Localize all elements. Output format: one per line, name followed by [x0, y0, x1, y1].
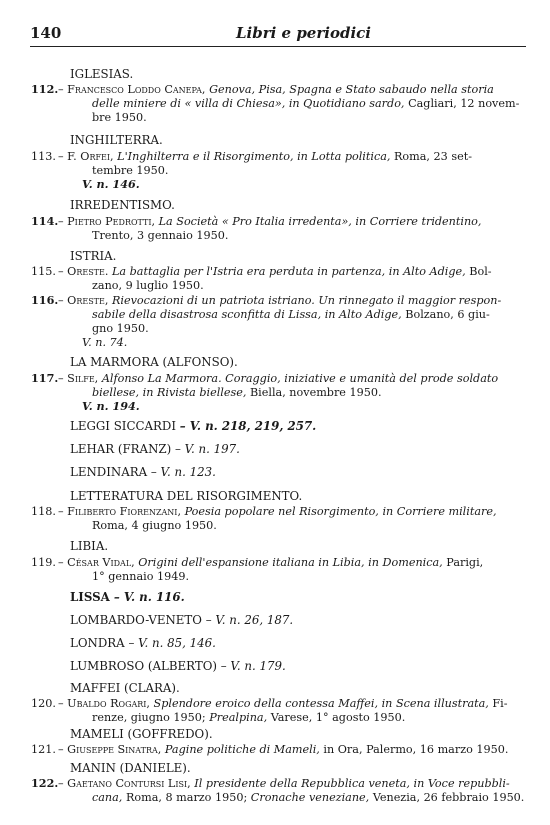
section-heading: LIBIA. — [70, 539, 109, 553]
entry-line: – Silfe, Alfonso La Marmora. Coraggio, iniziative e umanità del prode soldato — [58, 372, 499, 385]
entry-line: – Oreste, Rievocazioni di un patriota istriano. Un rinnegato il maggior respon- — [58, 294, 502, 307]
entry-line: Trento, 3 gennaio 1950. — [92, 229, 229, 242]
section-heading: LETTERATURA DEL RISORGIMENTO. — [70, 489, 303, 503]
section-heading: IGLESIAS. — [70, 67, 134, 81]
section-heading: IRREDENTISMO. — [70, 198, 175, 212]
entry-number: 122. — [31, 776, 59, 790]
crossref-heading: LONDRA – V. n. 85, 146. — [70, 636, 216, 650]
entry-line: delle miniere di « villa di Chiesa», in Quotidiano sardo, Cagliari, 12 novem- — [92, 97, 520, 110]
crossref-heading: LUMBROSO (ALBERTO) – V. n. 179. — [70, 659, 286, 673]
entry-number: 117. — [31, 371, 59, 385]
entry-line: – F. Orfei, L'Inghilterra e il Risorgimento, in Lotta politica, Roma, 23 set- — [58, 150, 472, 163]
section-heading: MAMELI (GOFFREDO). — [70, 727, 213, 741]
entry-number: 118. — [31, 505, 56, 518]
entry-line: gno 1950. — [92, 322, 149, 335]
cross-reference: V. n. 74. — [82, 336, 128, 349]
entry-number: 115. — [31, 265, 56, 278]
entry-line: cana, Roma, 8 marzo 1950; Cronache veneziane, Venezia, 26 febbraio 1950. — [92, 791, 525, 804]
entry-line: zano, 9 luglio 1950. — [92, 279, 204, 292]
entry-number: 114. — [31, 214, 59, 228]
entry-line: tembre 1950. — [92, 164, 169, 177]
running-title: Libri e periodici — [236, 24, 371, 42]
crossref-heading: LISSA – V. n. 116. — [70, 590, 185, 604]
entry-line: – Giuseppe Sinatra, Pagine politiche di Mameli, in Ora, Palermo, 16 marzo 1950. — [58, 743, 509, 756]
entry-number: 120. — [31, 697, 56, 710]
entry-line: biellese, in Rivista biellese, Biella, novembre 1950. — [92, 386, 382, 399]
entry-line: – Pietro Pedrotti, La Società « Pro Italia irredenta», in Corriere tridentino, — [58, 215, 482, 228]
entry-line: – Oreste. La battaglia per l'Istria era perduta in partenza, in Alto Adige, Bol- — [58, 265, 492, 278]
entry-line: Roma, 4 giugno 1950. — [92, 519, 217, 532]
entry-line: renze, giugno 1950; Prealpina, Varese, 1° agosto 1950. — [92, 711, 406, 724]
entry-line: – Francesco Loddo Canepa, Genova, Pisa, Spagna e Stato sabaudo nella storia — [58, 83, 494, 96]
entry-number: 113. — [31, 150, 56, 163]
entry-number: 119. — [31, 556, 56, 569]
running-head — [30, 24, 526, 47]
cross-reference: V. n. 146. — [82, 177, 140, 191]
entry-line: sabile della disastrosa sconfitta di Lissa, in Alto Adige, Bolzano, 6 giu- — [92, 308, 490, 321]
section-heading: MANIN (DANIELE). — [70, 761, 191, 775]
entry-line: – Filiberto Fiorenzani, Poesia popolare nel Risorgimento, in Corriere militare, — [58, 505, 497, 518]
page-number: 140 — [30, 24, 62, 42]
entry-line: – César Vidal, Origini dell'espansione italiana in Libia, in Domenica, Parigi, — [58, 556, 484, 569]
cross-reference: V. n. 194. — [82, 399, 140, 413]
section-heading: INGHILTERRA. — [70, 133, 163, 147]
crossref-heading: LEGGI SICCARDI – V. n. 218, 219, 257. — [70, 419, 317, 433]
section-heading: LA MARMORA (ALFONSO). — [70, 355, 238, 369]
entry-number: 116. — [31, 293, 59, 307]
entry-number: 121. — [31, 743, 56, 756]
entry-line: 1° gennaio 1949. — [92, 570, 190, 583]
crossref-heading: LEHAR (FRANZ) – V. n. 197. — [70, 442, 240, 456]
crossref-heading: LENDINARA – V. n. 123. — [70, 465, 216, 479]
entry-title: Genova, Pisa, Spagna e Stato sabaudo nella storia — [209, 83, 494, 96]
entry-author: Francesco Loddo Canepa, — [67, 83, 206, 96]
crossref-heading: LOMBARDO-VENETO – V. n. 26, 187. — [70, 613, 294, 627]
entry-line: – Gaetano Contursi Lisi, Il presidente della Repubblica veneta, in Voce repubbli- — [58, 777, 510, 790]
entry-line: bre 1950. — [92, 111, 147, 124]
entry-number: 112. — [31, 82, 59, 96]
section-heading: ISTRIA. — [70, 249, 117, 263]
entry-line: – Ubaldo Rogari, Splendore eroico della contessa Maffei, in Scena illustrata, Fi- — [58, 697, 508, 710]
section-heading: MAFFEI (CLARA). — [70, 681, 180, 695]
